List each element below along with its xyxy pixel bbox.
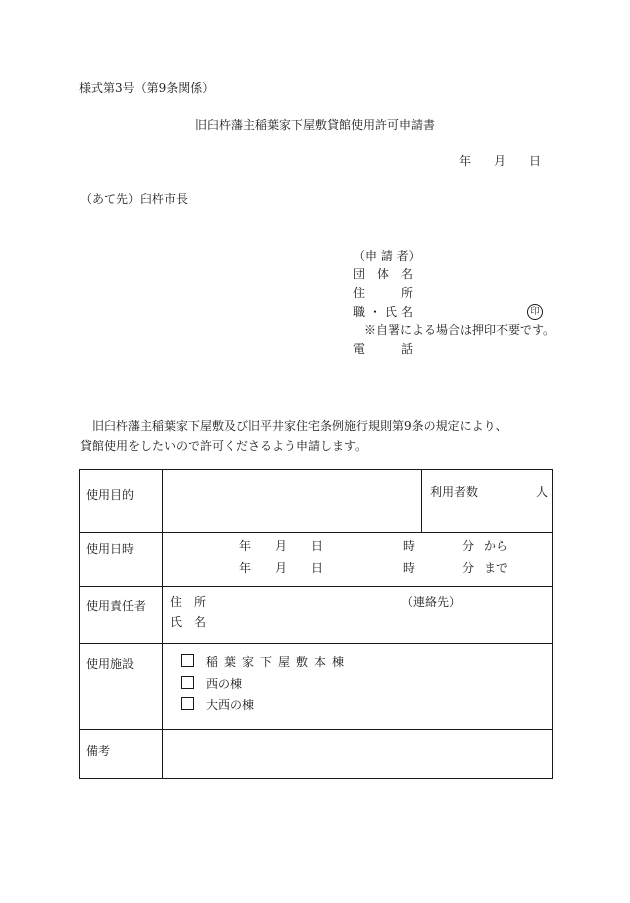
applicant-phone-label: 電話 <box>353 342 413 356</box>
end-hour-label: 時 <box>403 561 416 575</box>
date-month-label: 月 <box>494 154 507 168</box>
end-month-label: 月 <box>275 561 288 575</box>
end-minute-label: 分 <box>462 561 475 575</box>
start-day-label: 日 <box>311 539 324 553</box>
facility-label: 使用施設 <box>80 644 163 730</box>
row-remarks <box>80 730 553 779</box>
facility-field <box>163 644 553 730</box>
row-purpose <box>80 470 553 533</box>
checkbox-icon[interactable] <box>181 654 194 667</box>
responsible-contact-label: （連絡先） <box>401 595 462 609</box>
row-datetime <box>80 533 553 587</box>
start-minute-label: 分 <box>462 539 475 553</box>
datetime-label: 使用日時 <box>80 533 163 587</box>
checkbox-icon[interactable] <box>181 676 194 689</box>
row-responsible <box>80 587 553 644</box>
form-number: 様式第3号（第9条関係） <box>79 81 215 95</box>
seal-note: ※自署による場合は押印不要です。 <box>364 323 556 337</box>
purpose-label: 使用目的 <box>80 470 163 533</box>
date-year-label: 年 <box>459 154 472 168</box>
applicant-group-name-label: 団体名 <box>353 267 413 281</box>
users-count-label: 利用者数 <box>430 485 479 499</box>
users-count-unit: 人 <box>536 485 549 499</box>
facility-option-west-building[interactable]: 西の棟 <box>181 676 242 690</box>
remarks-field[interactable] <box>163 730 553 779</box>
application-table <box>79 469 553 779</box>
purpose-field[interactable] <box>163 470 553 533</box>
facility-option-main-building[interactable]: 稲葉家下屋敷本棟 <box>181 654 350 668</box>
checkbox-icon[interactable] <box>181 697 194 710</box>
seal-mark: 印 <box>527 304 543 320</box>
start-hour-label: 時 <box>403 539 416 553</box>
applicant-address-label: 住所 <box>353 286 413 300</box>
addressee: （あて先）臼杵市長 <box>80 192 189 206</box>
row-facility <box>80 644 553 730</box>
document-title: 旧臼杵藩主稲葉家下屋敷貸館使用許可申請書 <box>194 118 435 132</box>
datetime-field[interactable] <box>163 533 553 587</box>
request-statement <box>80 416 560 456</box>
from-label: から <box>484 539 509 553</box>
purpose-input-area[interactable] <box>163 470 421 532</box>
responsible-address-label: 住 所 <box>170 595 207 609</box>
applicant-heading: （申 請 者） <box>353 249 421 263</box>
start-month-label: 月 <box>275 539 288 553</box>
request-statement-line-2: 貸館使用をしたいので許可くださるよう申請します。 <box>80 439 368 453</box>
applicant-name-label: 職・氏名 <box>353 305 413 319</box>
responsible-label: 使用責任者 <box>80 587 163 644</box>
end-day-label: 日 <box>311 561 324 575</box>
users-count-field[interactable] <box>421 470 552 532</box>
facility-option-large-west-building[interactable]: 大西の棟 <box>181 697 254 711</box>
date-day-label: 日 <box>529 154 542 168</box>
start-year-label: 年 <box>239 539 252 553</box>
until-label: まで <box>484 561 509 575</box>
end-year-label: 年 <box>239 561 252 575</box>
responsible-field[interactable] <box>163 587 553 644</box>
remarks-label: 備考 <box>80 730 163 779</box>
responsible-name-label: 氏 名 <box>170 615 207 629</box>
request-statement-line-1: 旧臼杵藩主稲葉家下屋敷及び旧平井家住宅条例施行規則第9条の規定により、 <box>92 419 508 433</box>
